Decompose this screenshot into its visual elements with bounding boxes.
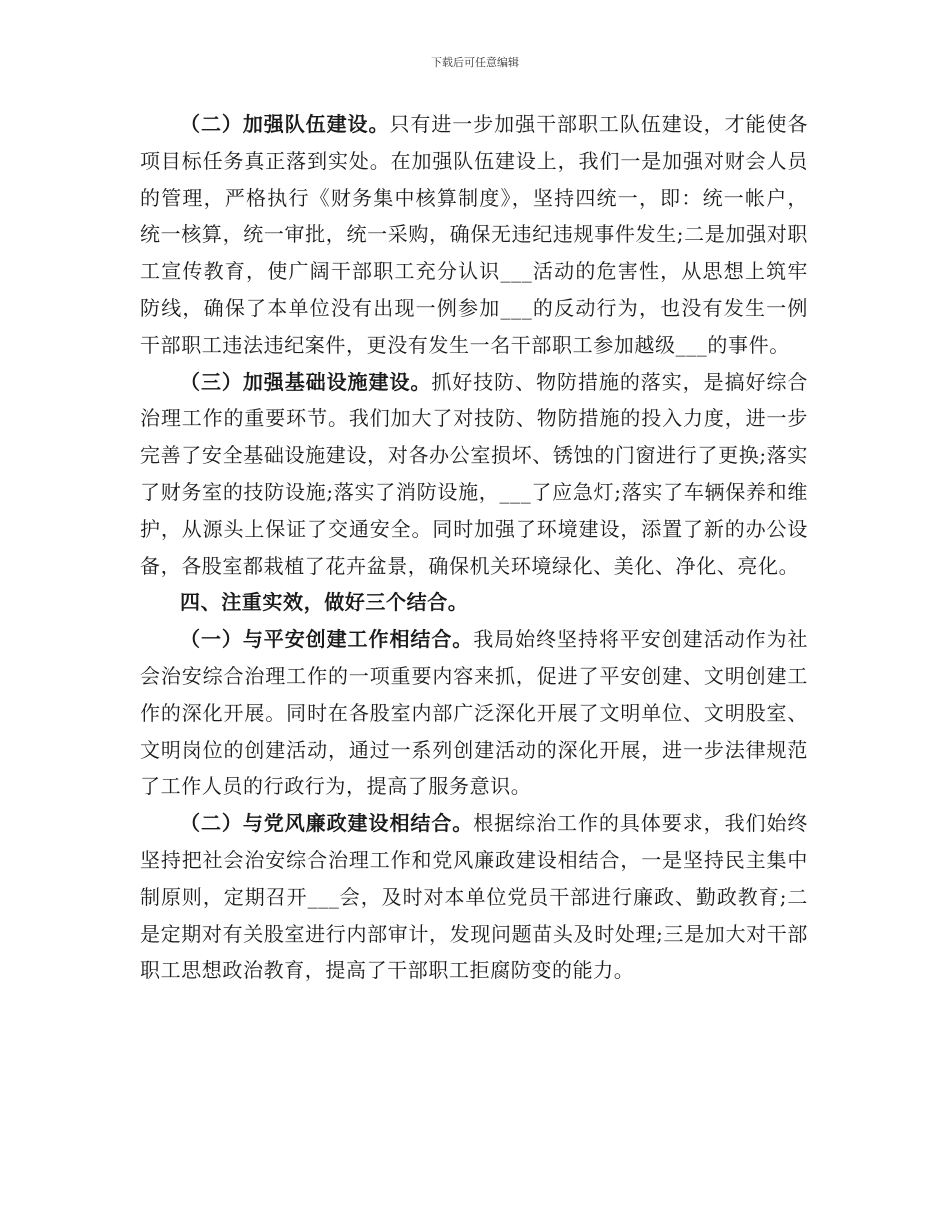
section-heading: 四、注重实效，做好三个结合。: [180, 590, 469, 615]
paragraph-lead: （三）加强基础设施建设。: [180, 369, 432, 394]
paragraph-safety-creation: [140, 621, 808, 805]
page-header: 下载后可任意编辑: [431, 56, 519, 69]
paragraph-text: 我局始终坚持将平安创建活动作为社会治安综合治理工作的一项重要内容来抓，促进了平安创建、文明创建工作的深化开展。同时在各股室内部广泛深化开展了文明单位、文明股室、文明岗位的创建活动，通过一系列创建活动的深化开展，进一步法律规范了工作人员的行政行为，提高了服务意识。: [140, 627, 808, 799]
paragraph-clean-governance: [140, 805, 808, 989]
paragraph-infrastructure: [140, 364, 808, 585]
paragraph-text: 根据综治工作的具体要求，我们始终坚持把社会治安综合治理工作和党风廉政建设相结合，一是坚持民主集中制原则，定期召开___会，及时对本单位党员干部进行廉政、勤政教育;二是定期对有关股室进行内部审计，发现问题苗头及时处理;三是加大对干部职工思想政治教育，提高了干部职工拒腐防变的能力。: [140, 811, 808, 983]
document-body: [140, 106, 808, 989]
paragraph-lead: （一）与平安创建工作相结合。: [180, 627, 474, 652]
paragraph-team-building: [140, 106, 808, 364]
paragraph-lead: （二）加强队伍建设。: [180, 112, 390, 136]
paragraph-lead: （二）与党风廉政建设相结合。: [180, 811, 474, 836]
paragraph-text: 只有进一步加强干部职工队伍建设，才能使各项目标任务真正落到实处。在加强队伍建设上，我们一是加强对财会人员的管理，严格执行《财务集中核算制度》，坚持四统一，即：统一帐户，统一核算，统一审批，统一采购，确保无违纪违规事件发生;二是加强对职工宣传教育，使广阔干部职工充分认识___活动的危害性，从思想上筑牢防线，确保了本单位没有出现一例参加___的反动行为，也没有发生一例干部职工违法违纪案件，更没有发生一名干部职工参加越级___的事件。: [140, 112, 809, 357]
paragraph-text: 抓好技防、物防措施的落实，是搞好综合治理工作的重要环节。我们加大了对技防、物防措施的投入力度，进一步完善了安全基础设施建设，对各办公室损坏、锈蚀的门窗进行了更换;落实了财务室的技防设施;落实了消防设施，___了应急灯;落实了车辆保养和维护，从源头上保证了交通安全。同时加强了环境建设，添置了新的办公设备，各股室都栽植了花卉盆景，确保机关环境绿化、美化、净化、亮化。: [140, 369, 808, 578]
